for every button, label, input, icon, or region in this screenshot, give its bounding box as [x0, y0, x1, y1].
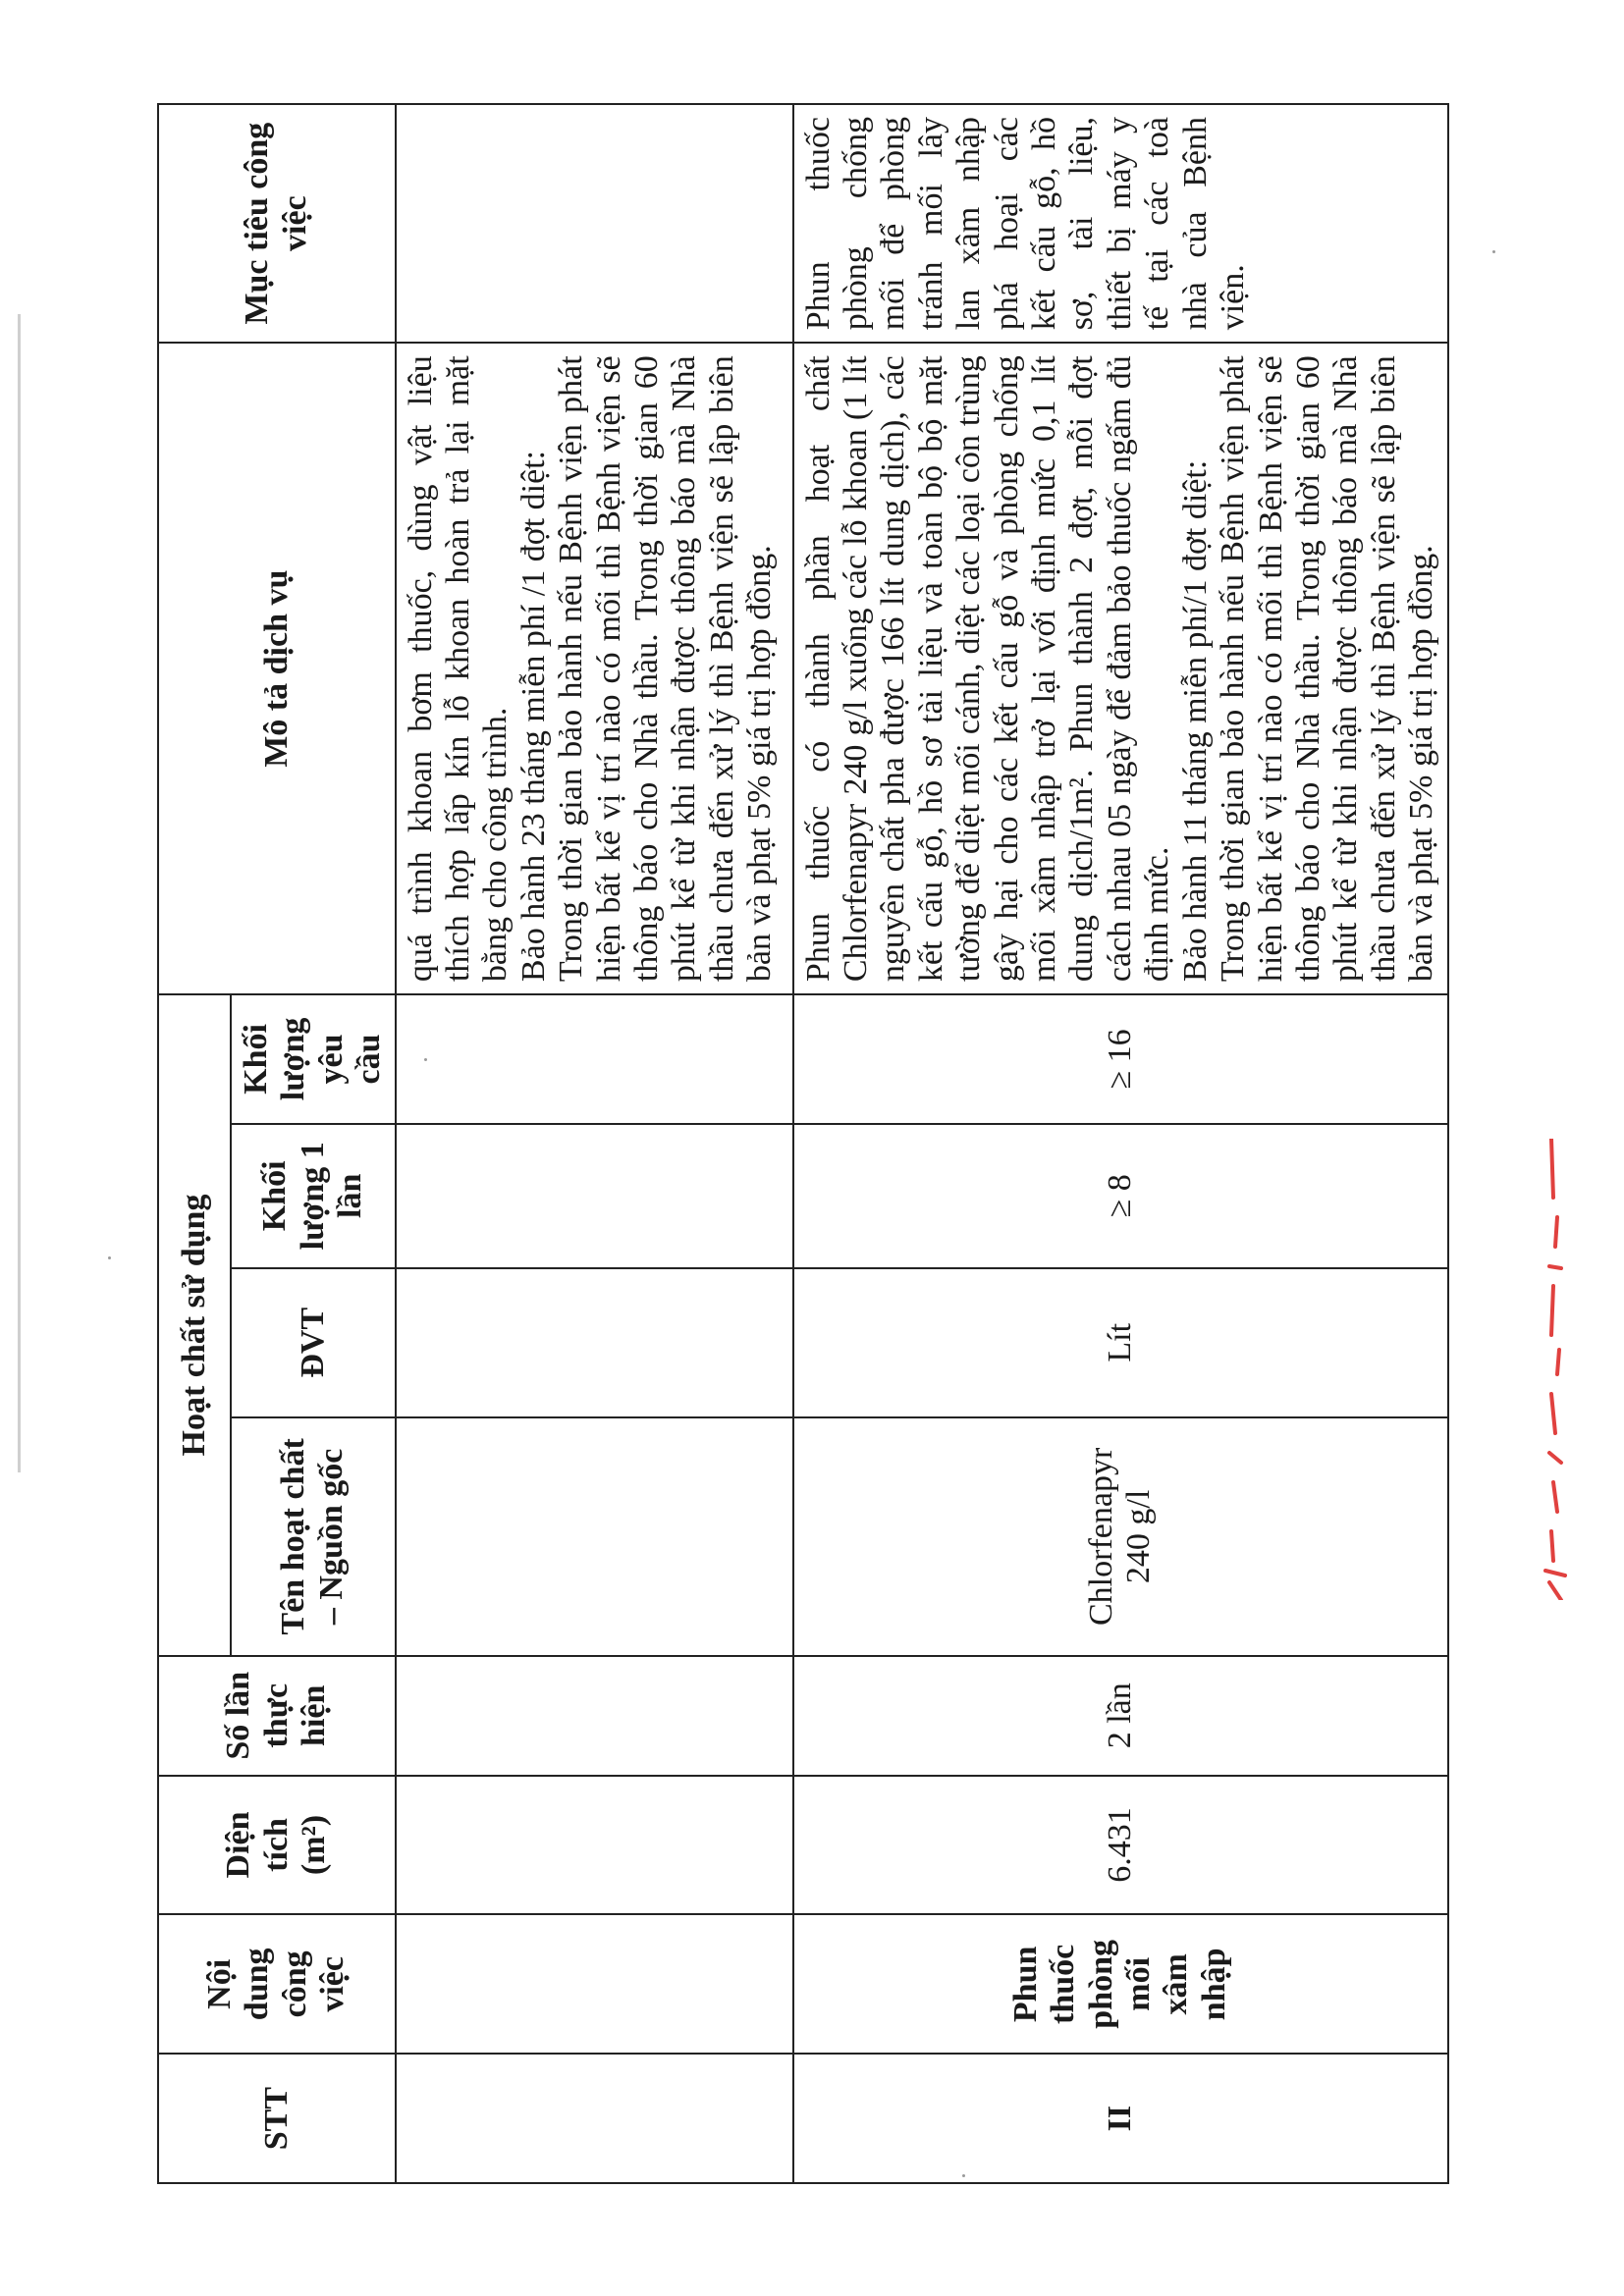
header-dvt: ĐVT: [231, 1268, 396, 1417]
cell-dvt: Lít: [793, 1268, 1448, 1417]
cell-dien-tich: 6.431: [793, 1776, 1448, 1915]
cell-stt: [396, 2054, 793, 2183]
header-khoi-luong-yeu-cau: Khối lượng yêu cầu: [231, 994, 396, 1124]
red-stamp-fragment: [1532, 1139, 1579, 1600]
header-muc-tieu: Mục tiêu công việc: [158, 104, 396, 343]
cell-stt: II: [793, 2054, 1448, 2183]
cell-khoi-luong-1-lan: ≥ 8: [793, 1124, 1448, 1268]
header-noi-dung: Nội dung công việc: [158, 1914, 396, 2054]
cell-so-lan: 2 lần: [793, 1656, 1448, 1776]
cell-so-lan: [396, 1656, 793, 1776]
table-row: [396, 104, 793, 2183]
header-mo-ta: Mô tả dịch vụ: [158, 343, 396, 994]
service-table: [157, 103, 1449, 2184]
scan-speck: [108, 1256, 111, 1259]
header-so-lan: Số lần thực hiện: [158, 1656, 396, 1776]
cell-dien-tich: [396, 1776, 793, 1915]
table-row: [793, 104, 1448, 2183]
cell-ten-hoat-chat: Chlorfenapyr 240 g/l: [793, 1417, 1448, 1656]
cell-muc-tieu: Phun thuốc phòng chống mối để phòng tránh mối lây lan xâm nhập phá hoại các kết cấu gỗ, hồ sơ, tài liệu, thiết bị máy y tế tại các toà nhà của Bệnh viện.: [793, 104, 1448, 343]
rotated-page: [157, 103, 1440, 2184]
header-row-1: [158, 104, 231, 2183]
cell-khoi-luong-yeu-cau: [396, 994, 793, 1124]
cell-ten-hoat-chat: [396, 1417, 793, 1656]
header-stt: STT: [158, 2054, 396, 2183]
header-dien-tich: Diện tích (m²): [158, 1776, 396, 1915]
cell-mo-ta: quá trình khoan bơm thuốc, dùng vật liệu thích hợp lấp kín lỗ khoan hoàn trả lại mặt bằng cho công trình. Bảo hành 23 tháng miễn phí /1 đợt diệt: Trong thời gian bảo hành nếu Bệnh viện phát hiện bất kể vị trí nào có mối thì Bệnh viện sẽ thông báo cho Nhà thầu. Trong thời gian 60 phút kể từ khi nhận được thông báo mà Nhà thầu chưa đến xử lý thì Bệnh viện sẽ lập biên bản và phạt 5% giá trị hợp đồng.: [396, 343, 793, 994]
header-khoi-luong-1-lan: Khối lượng 1 lần: [231, 1124, 396, 1268]
cell-mo-ta: Phun thuốc có thành phần hoạt chất Chlorfenapyr 240 g/l xuống các lỗ khoan (1 lít nguyên chất pha được 166 lít dung dịch), các kết cấu gỗ, hồ sơ tài liệu và toàn bộ bộ mặt tường để diệt mối cánh, diệt các loại côn trùng gây hại cho các kết cấu gỗ và phòng chống mối xâm nhập trở lại với định mức 0,1 lít dung dịch/1m². Phun thành 2 đợt, mỗi đợt cách nhau 05 ngày để đảm bảo thuốc ngấm đủ định mức. Bảo hành 11 tháng miễn phí/1 đợt diệt: Trong thời gian bảo hành nếu Bệnh viện phát hiện bất kể vị trí nào có mối thì Bệnh viện sẽ thông báo cho Nhà thầu. Trong thời gian 60 phút kể từ khi nhận được thông báo mà Nhà thầu chưa đến xử lý thì Bệnh viện sẽ lập biên bản và phạt 5% giá trị hợp đồng.: [793, 343, 1448, 994]
header-hoat-chat-group: Hoạt chất sử dụng: [158, 994, 231, 1656]
cell-noi-dung: [396, 1914, 793, 2054]
scan-speck: [1492, 250, 1495, 253]
scan-edge-line: [18, 314, 21, 1472]
cell-muc-tieu: [396, 104, 793, 343]
cell-noi-dung: Phun thuốc phòng mối xâm nhập: [793, 1914, 1448, 2054]
cell-khoi-luong-1-lan: [396, 1124, 793, 1268]
cell-khoi-luong-yeu-cau: ≥ 16: [793, 994, 1448, 1124]
cell-dvt: [396, 1268, 793, 1417]
header-ten-hoat-chat: Tên hoạt chất – Nguồn gốc: [231, 1417, 396, 1656]
